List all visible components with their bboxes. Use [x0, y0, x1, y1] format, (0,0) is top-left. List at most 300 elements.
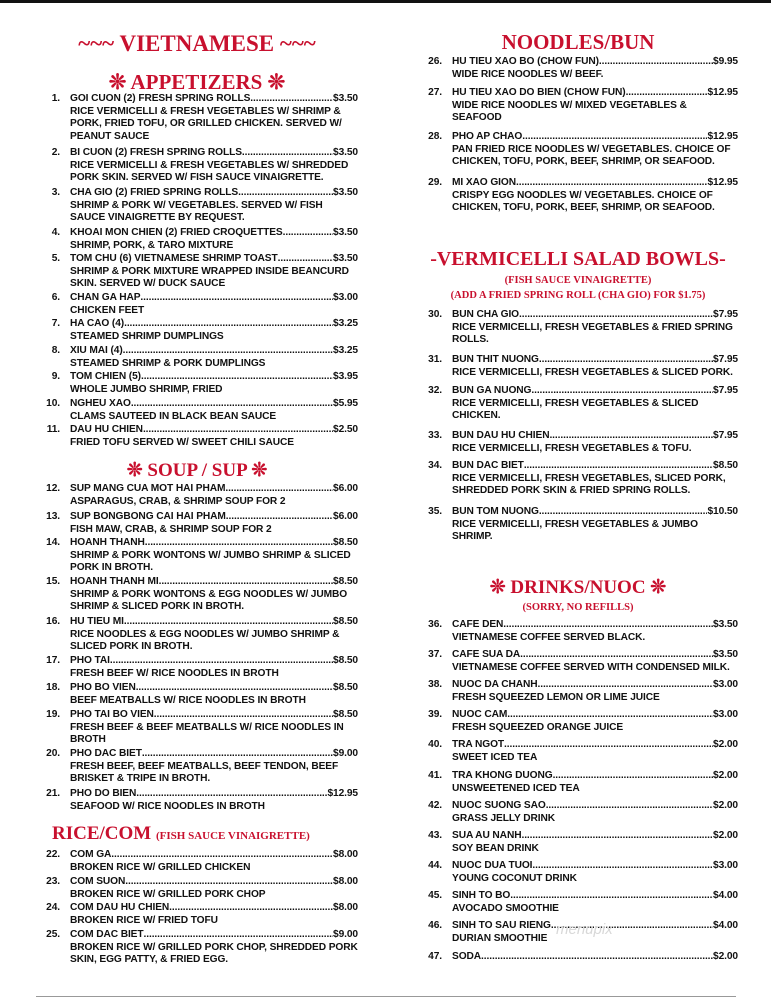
- item-line: [452, 709, 738, 722]
- item-number: 19.: [46, 709, 60, 720]
- item-price: $9.00: [333, 748, 358, 759]
- soup-heading: ❊ SOUP / SUP ❊: [126, 460, 268, 481]
- item-description: STEAMED SHRIMP & PORK DUMPLINGS: [70, 357, 266, 369]
- item-line: [70, 93, 358, 106]
- item-line: [70, 576, 358, 589]
- item-name: NUOC DUA TUOI: [452, 860, 533, 871]
- dot-leader: [549, 430, 713, 443]
- item-body: [70, 576, 358, 614]
- item-name: TOM CHIEN (5): [70, 371, 141, 382]
- item-name: GOI CUON (2) FRESH SPRING ROLLS: [70, 93, 251, 104]
- item-description: BROKEN RICE W/ GRILLED PORK CHOP, SHREDDED PORK SKIN, EGG PATTY, & FRIED EGG.: [70, 941, 358, 966]
- dot-leader: [124, 318, 333, 331]
- item-line: [452, 951, 738, 964]
- item-description: DURIAN SMOOTHIE: [452, 932, 548, 944]
- item-body: [70, 424, 358, 449]
- drinks-heading: ❊ DRINKS/NUOC ❊: [489, 577, 667, 598]
- item-number: 7.: [51, 318, 60, 329]
- item-body: [70, 709, 358, 747]
- dot-leader: [516, 177, 707, 190]
- item-name: HU TIEU MI: [70, 616, 124, 627]
- item-price: $8.50: [333, 709, 358, 720]
- item-line: [70, 709, 358, 722]
- item-name: COM DAU HU CHIEN: [70, 902, 170, 913]
- item-number: 21.: [46, 788, 60, 799]
- item-name: COM GA: [70, 849, 112, 860]
- item-line: [70, 849, 358, 862]
- item-description: SEAFOOD W/ RICE NOODLES IN BROTH: [70, 800, 265, 812]
- item-line: [452, 309, 738, 322]
- vermicelli-addon-note: (ADD A FRIED SPRING ROLL (CHA GIO) FOR $1.75): [450, 290, 706, 301]
- item-description: FRESH BEEF W/ RICE NOODLES IN BROTH: [70, 667, 279, 679]
- item-number: 45.: [428, 890, 442, 901]
- item-price: $4.00: [713, 890, 738, 901]
- item-description: RICE VERMICELLI, FRESH VEGETABLES & FRIED SPRING ROLLS.: [452, 321, 733, 346]
- item-line: [70, 748, 358, 761]
- item-name: SODA: [452, 951, 482, 962]
- item-price: $8.50: [333, 616, 358, 627]
- item-line: [70, 483, 358, 496]
- dot-leader: [278, 253, 333, 266]
- item-description: FRESH BEEF & BEEF MEATBALLS W/ RICE NOODLES IN BROTH: [70, 721, 344, 746]
- item-name: CHA GIO (2) FRIED SPRING ROLLS: [70, 187, 239, 198]
- item-line: [70, 398, 358, 411]
- top-border: [0, 0, 771, 3]
- dot-leader: [599, 56, 713, 69]
- item-body: [452, 951, 738, 964]
- item-body: [452, 87, 738, 125]
- item-price: $12.95: [707, 87, 738, 98]
- item-body: [70, 849, 358, 874]
- item-number: 18.: [46, 682, 60, 693]
- item-line: [452, 619, 738, 632]
- item-line: [452, 860, 738, 873]
- item-number: 32.: [428, 385, 442, 396]
- noodles-heading: NOODLES/BUN: [501, 30, 655, 54]
- dot-leader: [225, 483, 333, 496]
- item-name: MI XAO GION: [452, 177, 516, 188]
- item-price: $3.50: [713, 619, 738, 630]
- dot-leader: [521, 830, 713, 843]
- item-body: [452, 860, 738, 885]
- item-price: $12.95: [707, 131, 738, 142]
- item-price: $7.95: [713, 385, 738, 396]
- item-price: $2.00: [713, 739, 738, 750]
- item-body: [70, 227, 358, 252]
- item-price: $10.50: [707, 506, 738, 517]
- item-price: $3.50: [333, 147, 358, 158]
- item-body: [452, 354, 738, 379]
- item-line: [452, 800, 738, 813]
- item-number: 15.: [46, 576, 60, 587]
- item-name: PHO BO VIEN: [70, 682, 136, 693]
- item-price: $3.50: [333, 93, 358, 104]
- item-name: SUP MANG CUA MOT HAI PHAM: [70, 483, 226, 494]
- item-description: VIETNAMESE COFFEE SERVED WITH CONDENSED MILK.: [452, 661, 730, 673]
- item-line: [452, 506, 738, 519]
- item-body: [452, 56, 738, 81]
- item-name: KHOAI MON CHIEN (2) FRIED CROQUETTES: [70, 227, 283, 238]
- item-line: [70, 253, 358, 266]
- item-line: [70, 292, 358, 305]
- item-name: HOANH THANH: [70, 537, 145, 548]
- item-name: PHO TAI: [70, 655, 110, 666]
- item-description: BROKEN RICE W/ GRILLED CHICKEN: [70, 861, 251, 873]
- item-line: [452, 890, 738, 903]
- item-price: $3.50: [333, 253, 358, 264]
- item-description: STEAMED SHRIMP DUMPLINGS: [70, 330, 224, 342]
- dot-leader: [553, 770, 713, 783]
- item-body: [70, 483, 358, 508]
- item-body: [70, 929, 358, 967]
- item-number: 43.: [428, 830, 442, 841]
- item-line: [70, 929, 358, 942]
- dot-leader: [519, 309, 713, 322]
- item-number: 44.: [428, 860, 442, 871]
- item-body: [452, 770, 738, 795]
- item-number: 30.: [428, 309, 442, 320]
- item-line: [452, 770, 738, 783]
- dot-leader: [283, 227, 333, 240]
- item-price: $9.95: [713, 56, 738, 67]
- dot-leader: [136, 682, 333, 695]
- drinks-note: (SORRY, NO REFILLS): [522, 602, 634, 613]
- item-price: $2.00: [713, 770, 738, 781]
- dot-leader: [504, 739, 713, 752]
- item-line: [452, 56, 738, 69]
- item-price: $8.50: [333, 655, 358, 666]
- item-body: [70, 876, 358, 901]
- dot-leader: [507, 709, 713, 722]
- item-description: WHOLE JUMBO SHRIMP, FRIED: [70, 383, 223, 395]
- item-line: [70, 511, 358, 524]
- item-line: [452, 131, 738, 144]
- item-line: [452, 87, 738, 100]
- item-description: RICE VERMICELLI, FRESH VEGETABLES & SLICED PORK.: [452, 366, 733, 378]
- item-number: 3.: [51, 187, 60, 198]
- item-line: [70, 655, 358, 668]
- item-number: 8.: [51, 345, 60, 356]
- item-description: RICE NOODLES & EGG NOODLES W/ JUMBO SHRIMP & SLICED PORK IN BROTH.: [70, 628, 340, 653]
- item-name: HOANH THANH MI: [70, 576, 159, 587]
- item-price: $2.00: [713, 830, 738, 841]
- item-price: $2.00: [713, 951, 738, 962]
- item-price: $8.50: [713, 460, 738, 471]
- dot-leader: [140, 292, 333, 305]
- dot-leader: [238, 187, 333, 200]
- item-line: [70, 902, 358, 915]
- item-description: SWEET ICED TEA: [452, 751, 538, 763]
- item-line: [70, 227, 358, 240]
- item-name: BUN DAC BIET: [452, 460, 524, 471]
- item-number: 26.: [428, 56, 442, 67]
- item-number: 34.: [428, 460, 442, 471]
- item-number: 1.: [51, 93, 60, 104]
- item-name: BUN DAU HU CHIEN: [452, 430, 550, 441]
- item-body: [70, 537, 358, 575]
- vermicelli-note: (FISH SAUCE VINAIGRETTE): [504, 275, 652, 286]
- item-line: [452, 354, 738, 367]
- item-name: TRA KHONG DUONG: [452, 770, 553, 781]
- item-number: 46.: [428, 920, 442, 931]
- item-price: $3.50: [333, 187, 358, 198]
- item-number: 10.: [46, 398, 60, 409]
- item-number: 42.: [428, 800, 442, 811]
- item-body: [70, 318, 358, 343]
- item-name: NUOC DA CHANH: [452, 679, 538, 690]
- item-number: 47.: [428, 951, 442, 962]
- item-line: [70, 876, 358, 889]
- item-body: [452, 830, 738, 855]
- item-number: 39.: [428, 709, 442, 720]
- item-number: 25.: [46, 929, 60, 940]
- dot-leader: [522, 131, 707, 144]
- dot-leader: [145, 537, 333, 550]
- dot-leader: [481, 951, 713, 964]
- item-number: 20.: [46, 748, 60, 759]
- item-line: [70, 187, 358, 200]
- item-price: $3.00: [713, 860, 738, 871]
- item-number: 28.: [428, 131, 442, 142]
- item-name: HA CAO (4): [70, 318, 125, 329]
- item-description: UNSWEETENED ICED TEA: [452, 782, 580, 794]
- item-line: [452, 830, 738, 843]
- item-number: 14.: [46, 537, 60, 548]
- item-price: $7.95: [713, 354, 738, 365]
- item-price: $5.95: [333, 398, 358, 409]
- item-number: 22.: [46, 849, 60, 860]
- item-name: TOM CHU (6) VIETNAMESE SHRIMP TOAST: [70, 253, 278, 264]
- item-body: [70, 682, 358, 707]
- item-description: BROKEN RICE W/ GRILLED PORK CHOP: [70, 888, 266, 900]
- item-description: RICE VERMICELLI & FRESH VEGETABLES W/ SHREDDED PORK SKIN. SERVED W/ FISH SAUCE VINAIGRETTE.: [70, 159, 349, 184]
- item-number: 23.: [46, 876, 60, 887]
- dot-leader: [626, 87, 708, 100]
- item-body: [70, 371, 358, 396]
- item-description: SHRIMP & PORK WONTONS & EGG NOODLES W/ JUMBO SHRIMP & SLICED PORK IN BROTH.: [70, 588, 348, 613]
- dot-leader: [532, 860, 713, 873]
- item-description: PAN FRIED RICE NOODLES W/ VEGETABLES. CHOICE OF CHICKEN, TOFU, PORK, BEEF, SHRIMP, OR SEAFOOD.: [452, 143, 731, 168]
- item-name: HU TIEU XAO DO BIEN (CHOW FUN): [452, 87, 626, 98]
- item-number: 12.: [46, 483, 60, 494]
- item-line: [70, 147, 358, 160]
- item-number: 29.: [428, 177, 442, 188]
- item-description: FRESH BEEF, BEEF MEATBALLS, BEEF TENDON, BEEF BRISKET & TRIPE IN BROTH.: [70, 760, 339, 785]
- item-description: FRESH SQUEEZED LEMON OR LIME JUICE: [452, 691, 660, 703]
- item-name: SINH TO SAU RIENG: [452, 920, 551, 931]
- item-number: 16.: [46, 616, 60, 627]
- item-name: BUN THIT NUONG: [452, 354, 539, 365]
- item-body: [70, 902, 358, 927]
- dot-leader: [136, 788, 327, 801]
- item-name: NGHEU XAO: [70, 398, 131, 409]
- item-body: [70, 187, 358, 225]
- item-price: $7.95: [713, 309, 738, 320]
- rice-title: RICE/COM: [52, 823, 152, 844]
- item-line: [452, 385, 738, 398]
- item-description: CRISPY EGG NOODLES W/ VEGETABLES. CHOICE OF CHICKEN, TOFU, PORK, BEEF, SHRIMP, OR SEAFOOD.: [452, 189, 715, 214]
- item-body: [452, 506, 738, 544]
- item-body: [452, 739, 738, 764]
- item-body: [70, 345, 358, 370]
- item-price: $8.50: [333, 576, 358, 587]
- item-line: [70, 424, 358, 437]
- item-price: $2.50: [333, 424, 358, 435]
- item-price: $9.00: [333, 929, 358, 940]
- item-price: $4.00: [713, 920, 738, 931]
- dot-leader: [226, 511, 333, 524]
- item-line: [70, 318, 358, 331]
- item-description: RICE VERMICELLI, FRESH VEGETABLES & TOFU.: [452, 442, 692, 454]
- item-number: 27.: [428, 87, 442, 98]
- dot-leader: [159, 576, 333, 589]
- item-number: 38.: [428, 679, 442, 690]
- dot-leader: [537, 679, 713, 692]
- item-description: SHRIMP & PORK WONTONS W/ JUMBO SHRIMP & SLICED PORK IN BROTH.: [70, 549, 351, 574]
- item-description: GRASS JELLY DRINK: [452, 812, 556, 824]
- bottom-border: [36, 996, 736, 997]
- item-name: SUA AU NANH: [452, 830, 522, 841]
- dot-leader: [539, 354, 713, 367]
- item-price: $12.95: [327, 788, 358, 799]
- item-body: [452, 309, 738, 347]
- item-number: 6.: [51, 292, 60, 303]
- item-name: XIU MAI (4): [70, 345, 123, 356]
- item-description: VIETNAMESE COFFEE SERVED BLACK.: [452, 631, 646, 643]
- dot-leader: [503, 619, 713, 632]
- item-number: 37.: [428, 649, 442, 660]
- item-number: 11.: [46, 424, 60, 435]
- restaurant-cuisine-title: ~~~ VIETNAMESE ~~~: [78, 31, 316, 56]
- item-number: 4.: [51, 227, 60, 238]
- item-line: [452, 649, 738, 662]
- item-body: [452, 890, 738, 915]
- item-price: $6.00: [333, 483, 358, 494]
- item-description: CHICKEN FEET: [70, 304, 145, 316]
- item-description: WIDE RICE NOODLES W/ MIXED VEGETABLES & SEAFOOD: [452, 99, 687, 124]
- dot-leader: [531, 385, 713, 398]
- item-name: CHAN GA HAP: [70, 292, 141, 303]
- item-name: COM SUON: [70, 876, 126, 887]
- item-body: [70, 655, 358, 680]
- item-price: $3.00: [713, 679, 738, 690]
- item-number: 13.: [46, 511, 60, 522]
- dot-leader: [524, 460, 713, 473]
- item-price: $8.00: [333, 876, 358, 887]
- dot-leader: [242, 147, 333, 160]
- dot-leader: [144, 929, 333, 942]
- item-number: 24.: [46, 902, 60, 913]
- item-price: $2.00: [713, 800, 738, 811]
- watermark-text: menupix: [556, 921, 613, 938]
- item-price: $3.50: [333, 227, 358, 238]
- item-body: [70, 147, 358, 185]
- item-description: RICE VERMICELLI, FRESH VEGETABLES & JUMBO SHRIMP.: [452, 518, 698, 543]
- item-number: 9.: [51, 371, 60, 382]
- item-line: [70, 345, 358, 358]
- rice-heading: [52, 823, 358, 845]
- item-description: AVOCADO SMOOTHIE: [452, 902, 559, 914]
- item-description: YOUNG COCONUT DRINK: [452, 872, 577, 884]
- item-description: BROKEN RICE W/ FRIED TOFU: [70, 914, 218, 926]
- item-body: [452, 800, 738, 825]
- item-description: FRIED TOFU SERVED W/ SWEET CHILI SAUCE: [70, 436, 294, 448]
- item-price: $3.00: [333, 292, 358, 303]
- dot-leader: [520, 649, 713, 662]
- item-description: RICE VERMICELLI & FRESH VEGETABLES W/ SHRIMP & PORK, FRIED TOFU, OR GRILLED CHICKEN. SERVED W/ PEANUT SAUCE: [70, 105, 342, 142]
- item-number: 35.: [428, 506, 442, 517]
- dot-leader: [143, 424, 333, 437]
- item-name: PHO AP CHAO: [452, 131, 523, 142]
- dot-leader: [131, 398, 333, 411]
- item-body: [452, 709, 738, 734]
- item-body: [70, 788, 358, 813]
- item-line: [70, 371, 358, 384]
- item-body: [70, 748, 358, 786]
- item-body: [452, 679, 738, 704]
- item-name: SUP BONGBONG CAI HAI PHAM: [70, 511, 226, 522]
- item-description: FRESH SQUEEZED ORANGE JUICE: [452, 721, 624, 733]
- item-name: CAFE DEN: [452, 619, 504, 630]
- item-body: [70, 253, 358, 291]
- dot-leader: [125, 876, 333, 889]
- item-name: HU TIEU XAO BO (CHOW FUN): [452, 56, 599, 67]
- item-body: [70, 292, 358, 317]
- dot-leader: [123, 345, 333, 358]
- item-name: SINH TO BO: [452, 890, 511, 901]
- dot-leader: [124, 616, 333, 629]
- item-price: $3.00: [713, 709, 738, 720]
- item-description: WIDE RICE NOODLES W/ BEEF.: [452, 68, 604, 80]
- item-price: $6.00: [333, 511, 358, 522]
- item-description: ASPARAGUS, CRAB, & SHRIMP SOUP FOR 2: [70, 495, 286, 507]
- appetizers-heading: ❊ APPETIZERS ❊: [108, 70, 286, 94]
- item-price: $7.95: [713, 430, 738, 441]
- dot-leader: [154, 709, 333, 722]
- item-line: [70, 616, 358, 629]
- item-number: 5.: [51, 253, 60, 264]
- dot-leader: [169, 902, 333, 915]
- item-number: 33.: [428, 430, 442, 441]
- item-price: $3.25: [333, 318, 358, 329]
- item-line: [452, 430, 738, 443]
- item-name: PHO DO BIEN: [70, 788, 137, 799]
- item-body: [70, 398, 358, 423]
- item-number: 31.: [428, 354, 442, 365]
- item-body: [452, 131, 738, 169]
- item-name: BI CUON (2) FRESH SPRING ROLLS: [70, 147, 242, 158]
- item-name: TRA NGOT: [452, 739, 505, 750]
- item-number: 36.: [428, 619, 442, 630]
- item-price: $12.95: [707, 177, 738, 188]
- item-description: SHRIMP & PORK W/ VEGETABLES. SERVED W/ FISH SAUCE VINAIGRETTE BY REQUEST.: [70, 199, 323, 224]
- item-line: [452, 739, 738, 752]
- item-name: PHO TAI BO VIEN: [70, 709, 154, 720]
- item-body: [452, 177, 738, 215]
- item-body: [70, 511, 358, 536]
- item-description: CLAMS SAUTEED IN BLACK BEAN SAUCE: [70, 410, 277, 422]
- dot-leader: [111, 849, 333, 862]
- dot-leader: [142, 748, 333, 761]
- vermicelli-heading: -VERMICELLI SALAD BOWLS-: [430, 248, 726, 270]
- item-name: DAU HU CHIEN: [70, 424, 143, 435]
- item-name: BUN CHA GIO: [452, 309, 520, 320]
- item-price: $3.50: [713, 649, 738, 660]
- item-body: [70, 616, 358, 654]
- item-description: RICE VERMICELLI, FRESH VEGETABLES & SLICED CHICKEN.: [452, 397, 699, 422]
- dot-leader: [510, 890, 713, 903]
- item-number: 41.: [428, 770, 442, 781]
